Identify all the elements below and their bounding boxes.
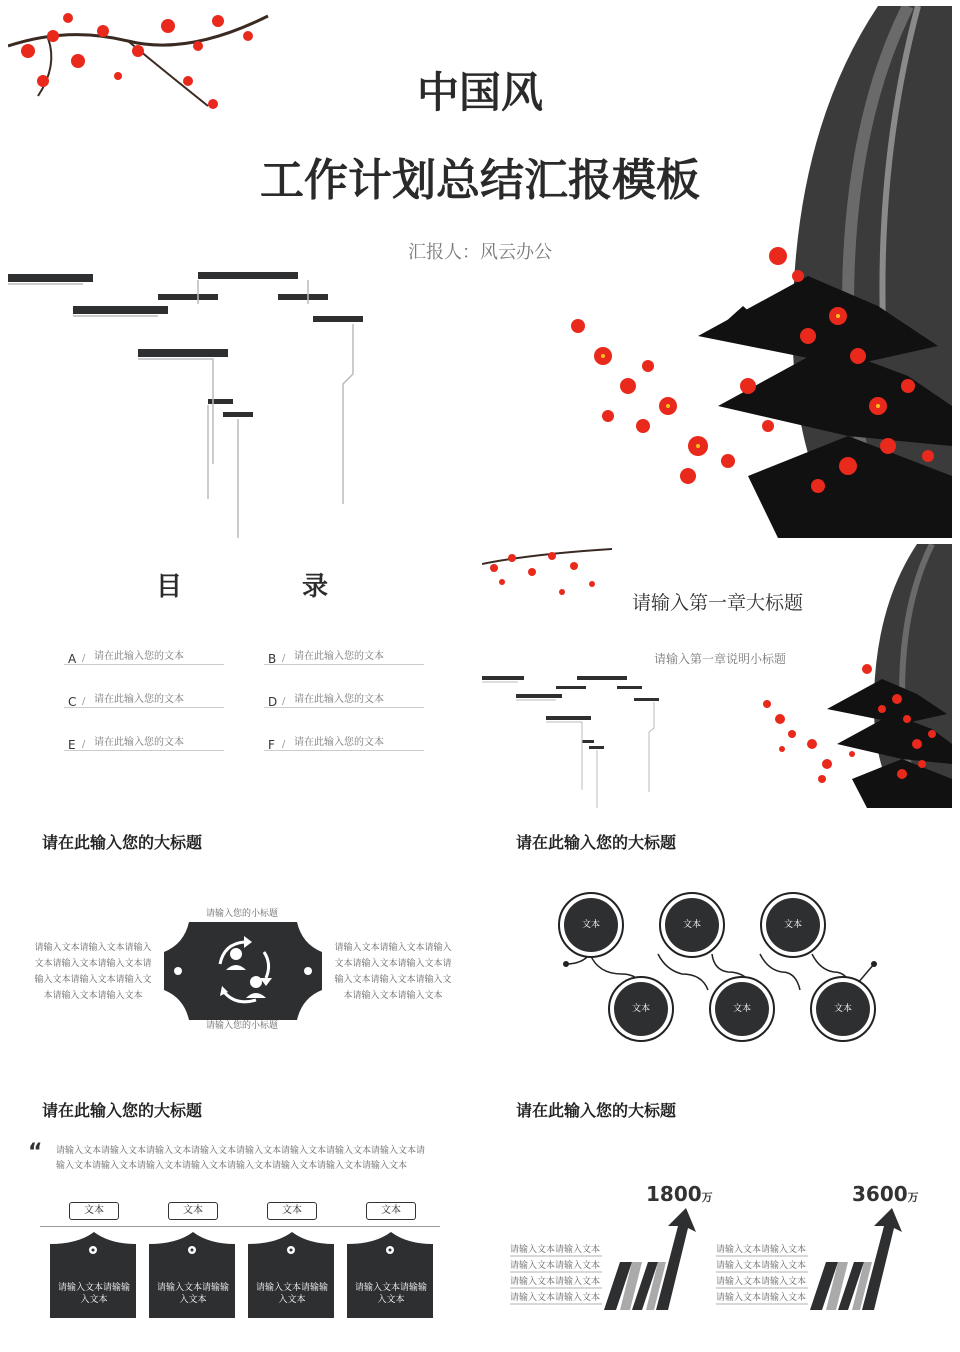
text-circle-1[interactable]	[558, 892, 624, 958]
toc-text: 请在此输入您的文本	[94, 651, 184, 662]
toc-text: 请在此输入您的文本	[294, 737, 384, 748]
toc-letter: B	[268, 652, 277, 666]
huizhou-wall-illustration-small	[482, 672, 662, 808]
cover-slide	[8, 6, 952, 538]
slide-title: 请在此输入您的大标题	[42, 1101, 203, 1120]
cover-title-line1: 中国风	[416, 68, 543, 117]
growth-number-unit: 万	[907, 1191, 919, 1204]
growth-number-unit: 万	[701, 1191, 713, 1204]
slash-icon: /	[282, 653, 286, 664]
growth-number-value: 1800	[646, 1182, 702, 1206]
growth-line: 请输入文本请输入文本	[716, 1245, 807, 1255]
slash-icon: /	[82, 653, 86, 664]
cover-title-line2: 工作计划总结汇报模板	[260, 155, 700, 206]
chapter-subtitle: 请输入第一章说明小标题	[654, 652, 787, 666]
quote-icon: “	[28, 1140, 43, 1165]
growth-slide	[482, 1082, 952, 1346]
circle-label: 文本	[665, 898, 719, 952]
left-body-text: 请输入文本请输入文本请输入文本请输入文本请输入文本请输入文本请输入文本请输入文本请输入文本请输入文本	[34, 943, 152, 1001]
tag-body-text-3: 请输入文本请输输入文本	[256, 1283, 329, 1305]
ink-brush-pavilion-illustration	[548, 6, 952, 538]
quote-text: 请输入文本请输入文本请输入文本请输入文本请输入文本请输入文本请输入文本请输入文本请输入文本请输入文本请输入文本请输入文本请输入文本请输入文本请输入文本请输入文本	[56, 1146, 426, 1171]
toc-item-b[interactable]	[264, 648, 424, 665]
cycle-slide	[8, 814, 478, 1078]
text-circle-6[interactable]	[810, 976, 876, 1042]
plum-blossom-branch-small	[482, 544, 622, 604]
toc-letter: A	[68, 652, 77, 666]
recycle-people-badge	[164, 922, 322, 1020]
growth-line: 请输入文本请输入文本	[510, 1293, 601, 1303]
growth-line: 请输入文本请输入文本	[716, 1293, 807, 1303]
toc-letter: C	[68, 695, 77, 709]
circle-label: 文本	[614, 982, 668, 1036]
growth-line: 请输入文本请输入文本	[716, 1277, 807, 1287]
circle-label: 文本	[816, 982, 870, 1036]
slash-icon: /	[282, 696, 286, 707]
tag-body-text-4: 请输入文本请输输入文本	[355, 1283, 428, 1305]
toc-heading-left: 目	[156, 572, 183, 602]
growth-line: 请输入文本请输入文本	[510, 1245, 601, 1255]
tags-divider	[40, 1226, 440, 1227]
growth-line: 请输入文本请输入文本	[510, 1261, 601, 1271]
right-body-text: 请输入文本请输入文本请输入文本请输入文本请输入文本请输入文本请输入文本请输入文本请输入文本请输入文本	[334, 943, 452, 1001]
toc-letter: D	[268, 695, 278, 709]
chapter-title: 请输入第一章大标题	[632, 592, 804, 614]
text-circle-4[interactable]	[608, 976, 674, 1042]
toc-slide	[8, 544, 478, 808]
growth-arrow-chart	[482, 1202, 952, 1346]
toc-letter: F	[268, 738, 275, 752]
toc-heading-right: 录	[302, 572, 329, 602]
toc-text: 请在此输入您的文本	[294, 694, 384, 705]
tag-label-3[interactable]: 文本	[267, 1202, 317, 1220]
toc-text: 请在此输入您的文本	[294, 651, 384, 662]
toc-item-f[interactable]	[264, 734, 424, 751]
toc-item-c[interactable]	[64, 691, 224, 708]
tag-shapes	[8, 1232, 478, 1322]
slide-title: 请在此输入您的大标题	[516, 833, 677, 852]
slash-icon: /	[282, 739, 286, 750]
tag-body-text-1: 请输入文本请输输入文本	[58, 1283, 131, 1305]
circles-slide	[482, 814, 952, 1078]
growth-line: 请输入文本请输入文本	[510, 1277, 601, 1287]
toc-text: 请在此输入您的文本	[94, 694, 184, 705]
toc-item-e[interactable]	[64, 734, 224, 751]
slide-title: 请在此输入您的大标题	[516, 1101, 677, 1120]
toc-item-a[interactable]	[64, 648, 224, 665]
circle-label: 文本	[766, 898, 820, 952]
chapter-slide	[482, 544, 952, 808]
growth-number-value: 3600	[852, 1182, 908, 1206]
tag-body-text-2: 请输入文本请输输入文本	[157, 1283, 230, 1305]
text-circle-3[interactable]	[760, 892, 826, 958]
circle-label: 文本	[715, 982, 769, 1036]
toc-text: 请在此输入您的文本	[94, 737, 184, 748]
circle-label: 文本	[564, 898, 618, 952]
tag-label-4[interactable]: 文本	[366, 1202, 416, 1220]
slash-icon: /	[82, 739, 86, 750]
tag-label-2[interactable]: 文本	[168, 1202, 218, 1220]
text-circle-2[interactable]	[659, 892, 725, 958]
cover-reporter: 汇报人：风云办公	[408, 242, 552, 263]
tags-slide	[8, 1082, 478, 1346]
ink-brush-pavilion-illustration-small	[752, 544, 952, 808]
growth-line: 请输入文本请输入文本	[716, 1261, 807, 1271]
toc-item-d[interactable]	[264, 691, 424, 708]
slide-title: 请在此输入您的大标题	[42, 833, 203, 852]
text-circle-5[interactable]	[709, 976, 775, 1042]
top-sublabel: 请输入您的小标题	[206, 909, 279, 919]
slash-icon: /	[82, 696, 86, 707]
bottom-sublabel: 请输入您的小标题	[206, 1021, 279, 1031]
tag-label-1[interactable]: 文本	[69, 1202, 119, 1220]
toc-letter: E	[68, 738, 76, 752]
huizhou-wall-illustration	[8, 264, 368, 538]
